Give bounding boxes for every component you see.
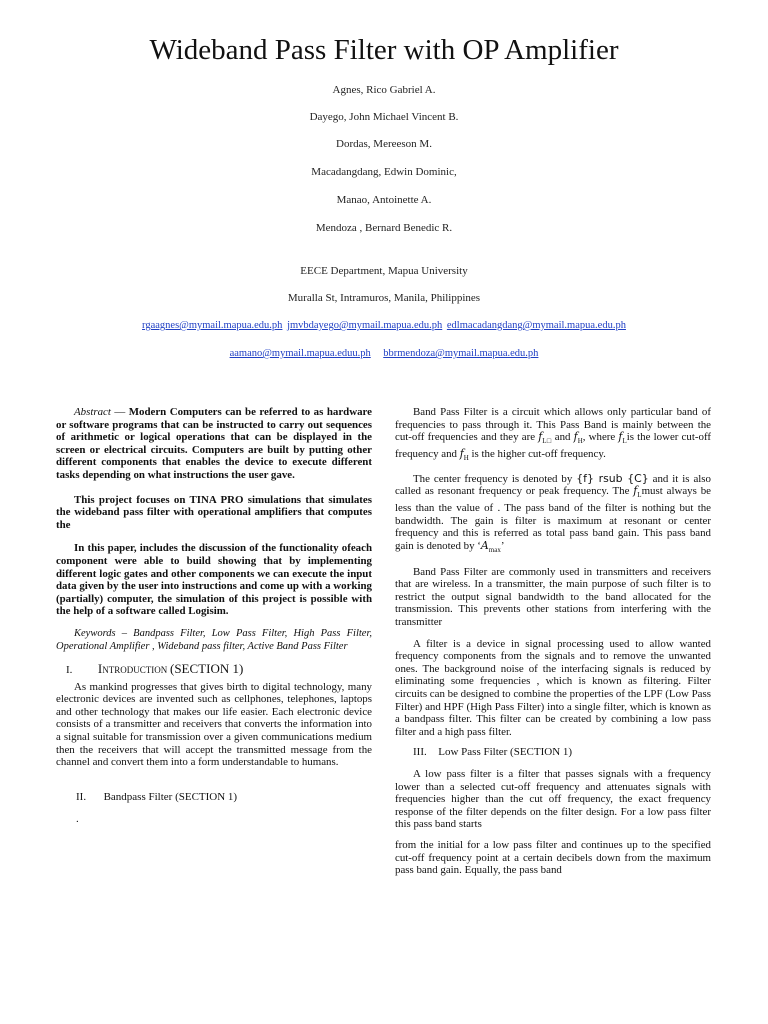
email-link[interactable]: bbrmendoza@mymail.mapua.edu.ph: [383, 348, 539, 359]
right-paragraph-3: Band Pass Filter are commonly used in transmitters and receivers that are wireless. In a transmitter, the main purpose of such filter is to restrict the output signal bandwidth to the band allocated for the transmission. This prevents other stations from interfering with the transmitter: [395, 565, 711, 628]
abstract-paragraph: Abstract — Modern Computers can be referred to as hardware or software programs that can be instructed to carry out sequences of arithmetic or logical operations that can be displayed in the screen or electrical circuits. Computers are built by putting other different components that enables the device to execute different tasks depending on what instructions the user gave.: [56, 406, 372, 481]
email-line-1: [0, 320, 768, 331]
section-3-heading: III. Low Pass Filter (SECTION 1): [413, 746, 573, 759]
affiliation-address: Muralla St, Intramuros, Manila, Philippines: [287, 292, 481, 304]
right-paragraph-5: A low pass filter is a filter that passes signals with a frequency lower than a selected cut-off frequency and attenuates signals with frequencies higher than the cut off frequency, the exact frequency response of the filter depends on the filter design. For a low pass filter this pass band starts: [395, 767, 711, 831]
author-5: Manao, Antoinette A.: [336, 194, 432, 206]
author-1: Agnes, Rico Gabriel A.: [332, 84, 436, 96]
section-1-text: As mankind progresses that gives birth to digital technology, many electronic devices are invented such as cellphones, telephones, laptops and other technology that makes our life easier. Each electronic device consists of a transmitter and receivers that converts the information into a signal suitable for transmission over a given communications medium then the receivers that will accept the transmitted message from the channel and convert them into a form understandable to humans.: [56, 680, 372, 769]
email-link[interactable]: rgaagnes@mymail.mapua.edu.ph: [142, 320, 283, 331]
abstract-paragraph-3: In this paper, includes the discussion of the functionality ofeach component were able to build showing that by implementing different logic gates and other components we can execute the input data given by the user into instructions and come up with a working (partially) computer, the simulation of this project is possible with the help of a software called Logisim.: [56, 542, 372, 618]
author-3: Dordas, Mereeson M.: [336, 138, 432, 150]
section-2-heading: II. Bandpass Filter (SECTION 1): [76, 790, 238, 803]
abstract-label: Abstract: [74, 406, 111, 418]
email-link[interactable]: edlmacadangdang@mymail.mapua.edu.ph: [446, 320, 626, 331]
paper-title: Wideband Pass Filter with OP Amplifier: [149, 34, 619, 66]
email-link[interactable]: jmvbdayego@mymail.mapua.edu.ph: [287, 320, 443, 331]
affiliation-department: EECE Department, Mapua University: [300, 265, 468, 277]
author-4: Macadangdang, Edwin Dominic,: [311, 166, 457, 178]
abstract-paragraph-2: This project focuses on TINA PRO simulations that simulates the wideband pass filter with operational amplifiers that computes the: [56, 493, 372, 531]
abstract-text: Modern Computers can be referred to as hardware or software programs that can be instructed to carry out sequences of arithmetic or logical operations that can be displayed in the screen or electrical circuits. Computers are built by putting other different components that enables the device to execute different tasks depending on what instructions the user gave.: [56, 406, 372, 481]
author-6: Mendoza , Bernard Benedic R.: [315, 222, 453, 234]
right-paragraph-6: from the initial for a low pass filter and continues up to the specified cut-off frequency point at a certain decibels down from the maximum pass band gain. Equally, the pass band: [395, 838, 711, 877]
section-1-heading: I. Introduction (SECTION 1): [66, 661, 244, 677]
author-2: Dayego, John Michael Vincent B.: [309, 111, 459, 123]
section-2-dot: .: [76, 813, 79, 826]
right-column: [395, 406, 711, 877]
right-paragraph-1: Band Pass Filter is a circuit which allows only particular band of frequencies to pass through it. This Pass Band is mainly between the cut-off frequencies and they are $f_{L□}$ and $f_H$, where $f_Lis$ the lower cut-off frequency and $f_H$ is the higher cut-off frequency.: [395, 406, 711, 463]
left-column: [56, 406, 372, 826]
right-paragraph-2: The center frequency is denoted by {f} rsub {C} and it is also called as resonant frequency or peak frequency. The $f_Lmust$ always be less than the value of . The pass band of the filter is nothing but the bandwidth. The gain is filter is maximum at resonant or center frequency and this is referred as total pass band gain. This pass band gain is denoted by ‘$A_{max}$’: [395, 471, 711, 555]
right-paragraph-4: A filter is a device in signal processing used to allow wanted frequency components from the signals and to remove the unwanted ones. The background noise of the interfacing signals is reduced by eliminating some frequencies , which is known as filtering. Filter circuits can be designed to combine the properties of the LPF (Low Pass Filter) and HPF (High Pass Filter) into a single filter, which is known as a bandpass filter. This filter can be created by combining a low pass filter and a high pass filter.: [395, 637, 711, 738]
keywords: Keywords – Bandpass Filter, Low Pass Filter, High Pass Filter, Operational Amplifier , Wideband pass filter, Active Band Pass Filter: [56, 627, 372, 652]
email-link[interactable]: aamano@mymail.mapua.eduu.ph: [229, 348, 371, 359]
email-line-2: [0, 348, 768, 359]
